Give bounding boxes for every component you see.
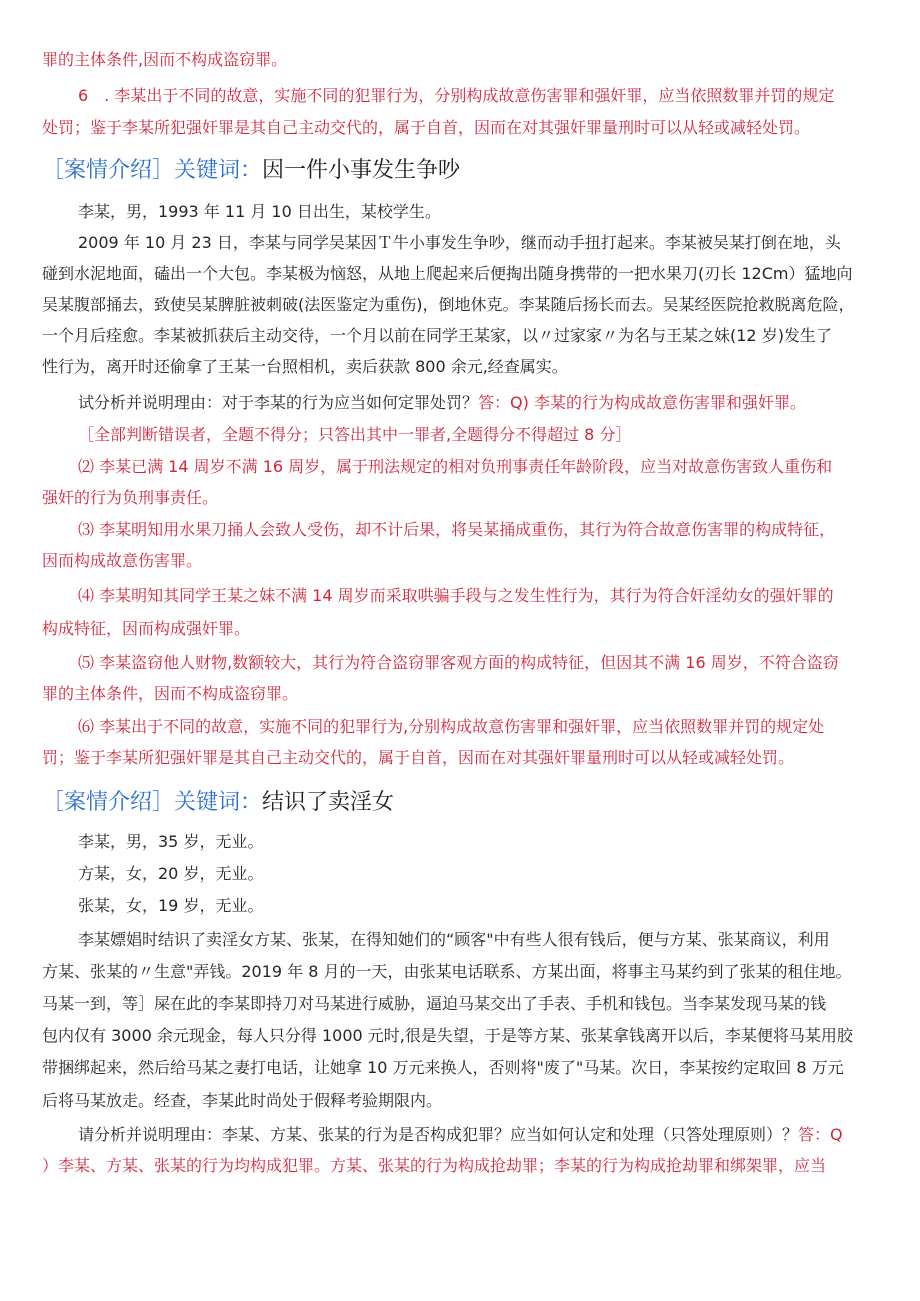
text-line: 6 . 李某出于不同的故意，实施不同的犯罪行为，分别构成故意伤害罪和强奸罪，应当依照数罪并罚的规定 [78,86,835,105]
answer-line: 因而构成故意伤害罪。 [42,551,203,570]
answer-line: ⑷ 李某明知其同学王某之妹不满 14 周岁而采取哄骗手段与之发生性行为，其行为符合奸淫幼女的强奸罪的 [78,586,834,605]
question-line [78,392,884,414]
text-line: 碰到水泥地面，磕出一个大包。李某极为恼怒，从地上爬起来后便掏出随身携带的一把水果刀(刃长 12Cm）猛地向 [42,264,853,283]
answer-head: 答：Q) 李某的行为构成故意伤害罪和强奸罪。 [478,393,806,412]
text-line: 包内仅有 3000 余元现金，每人只分得 1000 元时,很是失望，于是等方某、张某拿钱离开以后，李某便将马某用胶 [42,1026,853,1045]
text-line: 李某，男，1993 年 11 月 10 日出生，某校学生。 [78,202,441,221]
answer-line: ［全部判断错误者，全题不得分；只答出其中一罪者,全题得分不得超过 8 分］ [78,425,632,444]
text-line: 罪的主体条件,因而不构成盗窃罪。 [42,50,288,69]
answer-line: 强奸的行为负刑事责任。 [42,488,219,507]
case-heading-1 [42,156,460,186]
text-line: 李某，男，35 岁，无业。 [78,832,264,851]
answer-line: 罚；鉴于李某所犯强奸罪是其自己主动交代的，属于自首，因而在对其强奸罪量刑时可以从轻或减轻处罚。 [42,748,795,767]
text-line: 张某，女，19 岁，无业。 [78,896,264,915]
text-line: 方某、张某的〃生意"弄钱。2019 年 8 月的一天，由张某电话联系、方某出面，将事主马某约到了张某的租住地。 [42,962,852,981]
text-line: 性行为，离开时还偷拿了王某一台照相机，卖后获款 800 余元,经查属实。 [42,357,568,376]
answer-line: ⑸ 李某盗窃他人财物,数额较大，其行为符合盗窃罪客观方面的构成特征，但因其不满 16 周岁，不符合盗窃 [78,653,839,672]
answer-line: ⑵ 李某已满 14 周岁不满 16 周岁，属于刑法规定的相对负刑事责任年龄阶段，应当对故意伤害致人重伤和 [78,457,833,476]
case-title: 因一件小事发生争吵 [262,158,461,183]
answer-line: 构成特征，因而构成强奸罪。 [42,619,251,638]
answer-line: ）李某、方某、张某的行为均构成犯罪。方某、张某的行为构成抢劫罪；李某的行为构成抢劫罪和绑架罪，应当 [42,1156,827,1175]
question-line [78,1124,884,1146]
keyword-label: 关键词： [174,158,263,183]
answer-head: 答：Q [798,1125,843,1144]
case-title: 结识了卖淫女 [262,790,395,815]
keyword-label: 关键词： [174,790,263,815]
answer-line: 罪的主体条件，因而不构成盗窃罪。 [42,684,299,703]
text-line: 马某一到，等］屎在此的李某即持刀对马某进行威胁，逼迫马某交出了手表、手机和钱包。当李某发现马某的钱 [42,994,827,1013]
answer-line: ⑹ 李某出于不同的故意，实施不同的犯罪行为,分别构成故意伤害罪和强奸罪，应当依照数罪并罚的规定处 [78,717,825,736]
case-intro-label: ［案情介绍］ [42,158,175,183]
question-text: 请分析并说明理由：李某、方某、张某的行为是否构成犯罪？应当如何认定和处理（只答处理原则）？ [78,1125,799,1144]
answer-line: ⑶ 李某明知用水果刀捅人会致人受伤，却不计后果，将吴某捅成重伤，其行为符合故意伤害罪的构成特征， [78,520,836,539]
text-line: 2009 年 10 月 23 日，李某与同学吴某因Ｔ牛小事发生争吵，继而动手扭打起来。李某被吴某打倒在地，头 [78,233,841,252]
text-line: 方某，女，20 岁，无业。 [78,864,264,883]
case-intro-label: ［案情介绍］ [42,790,175,815]
text-line: 后将马某放走。经查，李某此时尚处于假释考验期限内。 [42,1091,443,1110]
case-heading-2 [42,788,394,818]
text-line: 带捆绑起来，然后给马某之妻打电话，让她拿 10 万元来换人，否则将"废了"马某。次日，李某按约定取回 8 万元 [42,1058,844,1077]
text-line: 处罚；鉴于李某所犯强奸罪是其自己主动交代的，属于自首，因而在对其强奸罪量刑时可以从轻或减轻处罚。 [42,118,811,137]
text-line: 吴某腹部捅去，致使吴某脾脏被刺破(法医鉴定为重伤)，倒地休克。李某随后扬长而去。吴某经医院抢救脱离危险， [42,295,855,314]
question-text: 试分析并说明理由：对于李某的行为应当如何定罪处罚？ [78,393,479,412]
text-line: 一个月后痊愈。李某被抓获后主动交待，一个月以前在同学王某家，以〃过家家〃为名与王某之妹(12 岁)发生了 [42,326,832,345]
text-line: 李某嫖娼时结识了卖淫女方某、张某，在得知她们的“顾客"中有些人很有钱后，便与方某、张某商议，利用 [78,930,830,949]
